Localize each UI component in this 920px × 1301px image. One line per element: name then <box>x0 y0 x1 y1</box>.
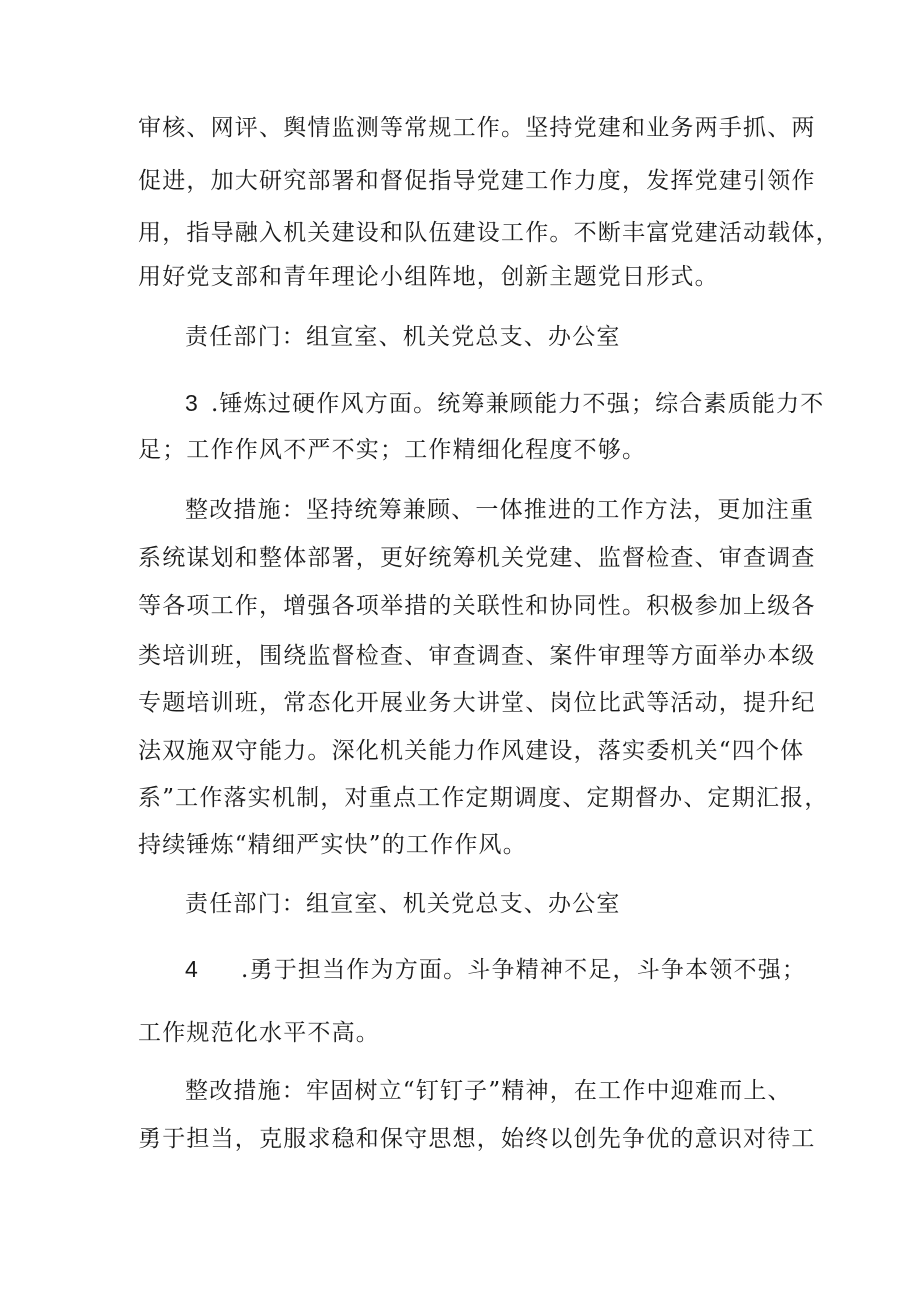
body-text-line: 整改措施：坚持统筹兼顾、一体推进的工作方法，更加注重 <box>185 497 815 523</box>
body-text-line: 法双施双守能力。深化机关能力作风建设，落实委机关“四个体 <box>138 738 805 764</box>
responsible-department: 责任部门：组宣室、机关党总支、办公室 <box>185 891 621 917</box>
body-text-line: 用好党支部和青年理论小组阵地，创新主题党日形式。 <box>138 264 719 290</box>
body-text-line: 整改措施：牢固树立“钉钉子”精神，在工作中迎难而上、 <box>185 1078 792 1104</box>
body-text-line: 类培训班，围绕监督检查、审查调查、案件审理等方面举办本级 <box>138 643 816 669</box>
section-heading-3 <box>185 388 825 419</box>
body-text-line: 审核、网评、舆情监测等常规工作。坚持党建和业务两手抓、两 <box>138 115 816 141</box>
section-number: 3 <box>185 390 199 416</box>
body-text-line: 用，指导融入机关建设和队伍建设工作。不断丰富党建活动载体， <box>138 220 840 246</box>
responsible-department: 责任部门：组宣室、机关党总支、办公室 <box>185 324 621 350</box>
body-text-line: 系统谋划和整体部署，更好统筹机关党建、监督检查、审查调查 <box>138 545 816 571</box>
body-text-line: 工作规范化水平不高。 <box>138 1020 380 1046</box>
section-number: 4 <box>185 956 199 982</box>
body-text-line: 促进，加大研究部署和督促指导党建工作力度，发挥党建引领作 <box>138 168 816 194</box>
section-heading-4 <box>185 954 806 985</box>
body-text-line: 系”工作落实机制，对重点工作定期调度、定期督办、定期汇报， <box>138 785 829 811</box>
section-heading-text: .锤炼过硬作风方面。统筹兼顾能力不强；综合素质能力不 <box>211 391 825 417</box>
body-text-line: 足；工作作风不严不实；工作精细化程度不够。 <box>138 437 647 463</box>
section-heading-text: .勇于担当作为方面。斗争精神不足，斗争本领不强； <box>241 957 807 983</box>
body-text-line: 持续锤炼“精细严实快”的工作作风。 <box>138 832 527 858</box>
body-text-line: 专题培训班，常态化开展业务大讲堂、岗位比武等活动，提升纪 <box>138 690 816 716</box>
body-text-line: 勇于担当，克服求稳和保守思想，始终以创先争优的意识对待工 <box>138 1126 816 1152</box>
body-text-line: 等各项工作，增强各项举措的关联性和协同性。积极参加上级各 <box>138 593 816 619</box>
